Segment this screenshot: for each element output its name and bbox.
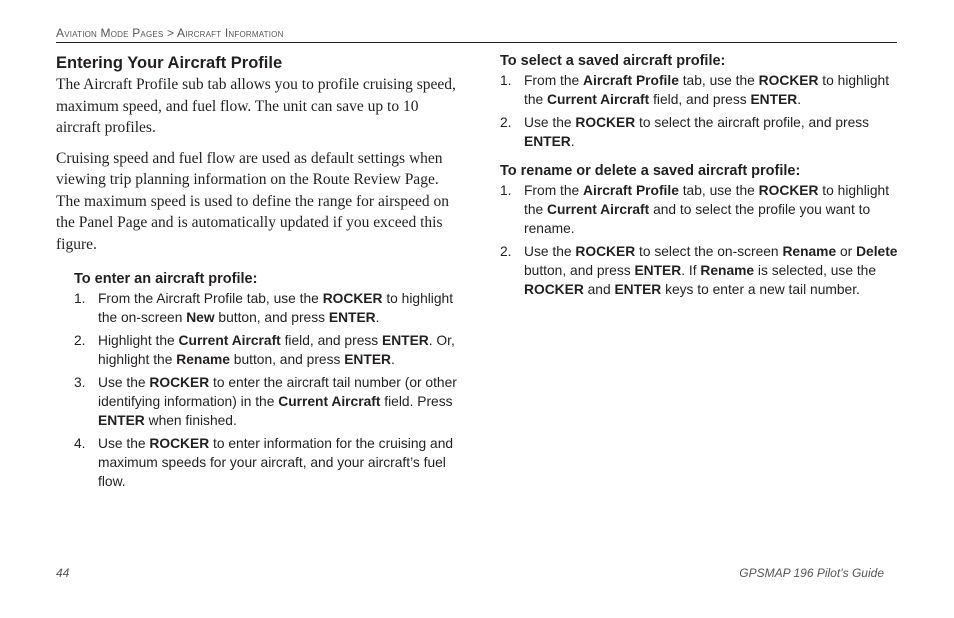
step-text: From the Aircraft Profile tab, use the ROCKER to highlight the Current Aircraft and to select the profile you want to rename. bbox=[524, 183, 890, 236]
step-number: 1. bbox=[74, 291, 86, 306]
step-number: 2. bbox=[74, 333, 86, 348]
breadcrumb: Aviation Mode Pages > Aircraft Information bbox=[56, 26, 284, 40]
speed-paragraph: Cruising speed and fuel flow are used as default settings when viewing trip planning information on the Route Review Page. The maximum speed is used to define the range for airspeed on the Panel Page and is automatically updated if you exceed this figure. bbox=[56, 149, 449, 253]
step-text: Use the ROCKER to enter the aircraft tail number (or other identifying information) in the Current Aircraft field. Press ENTER when finished. bbox=[98, 375, 457, 428]
select-profile-steps bbox=[500, 71, 900, 151]
step-text: Use the ROCKER to enter information for the cruising and maximum speeds for your aircraft, and your aircraft’s fuel flow. bbox=[98, 436, 454, 489]
list-item bbox=[500, 71, 900, 109]
step-text: From the Aircraft Profile tab, use the ROCKER to highlight the Current Aircraft field, and press ENTER. bbox=[524, 73, 890, 107]
enter-profile-procedure-title: To enter an aircraft profile: bbox=[74, 271, 258, 287]
list-item bbox=[74, 331, 466, 369]
enter-profile-steps bbox=[74, 289, 466, 491]
step-number: 2. bbox=[500, 115, 512, 130]
step-number: 1. bbox=[500, 73, 512, 88]
list-item bbox=[500, 113, 900, 151]
step-number: 4. bbox=[74, 436, 86, 451]
list-item bbox=[74, 289, 466, 327]
left-column bbox=[56, 52, 466, 495]
intro-paragraph: The Aircraft Profile sub tab allows you to profile cruising speed, maximum speed, and fuel flow. The unit can save up to 10 aircraft profiles. bbox=[56, 76, 456, 136]
list-item bbox=[74, 373, 466, 430]
list-item bbox=[74, 434, 466, 491]
step-number: 1. bbox=[500, 183, 512, 198]
guide-title: GPSMAP 196 Pilot’s Guide bbox=[739, 566, 884, 580]
step-number: 2. bbox=[500, 244, 512, 259]
list-item bbox=[500, 242, 900, 299]
rename-profile-steps bbox=[500, 181, 900, 299]
step-text: From the Aircraft Profile tab, use the ROCKER to highlight the on-screen New button, and press ENTER. bbox=[98, 291, 454, 325]
header-rule bbox=[56, 42, 897, 43]
step-number: 3. bbox=[74, 375, 86, 390]
step-text: Highlight the Current Aircraft field, and press ENTER. Or, highlight the Rename button, and press ENTER. bbox=[98, 333, 455, 367]
step-text: Use the ROCKER to select the on-screen Rename or Delete button, and press ENTER. If Rename is selected, use the ROCKER and ENTER keys to enter a new tail number. bbox=[524, 244, 898, 297]
select-profile-procedure-title: To select a saved aircraft profile: bbox=[500, 53, 726, 69]
right-column bbox=[500, 52, 900, 303]
list-item bbox=[500, 181, 900, 238]
section-title: Entering Your Aircraft Profile bbox=[56, 54, 283, 72]
step-text: Use the ROCKER to select the aircraft profile, and press ENTER. bbox=[524, 115, 870, 149]
page-number: 44 bbox=[56, 566, 70, 580]
rename-profile-procedure-title: To rename or delete a saved aircraft profile: bbox=[500, 163, 801, 179]
